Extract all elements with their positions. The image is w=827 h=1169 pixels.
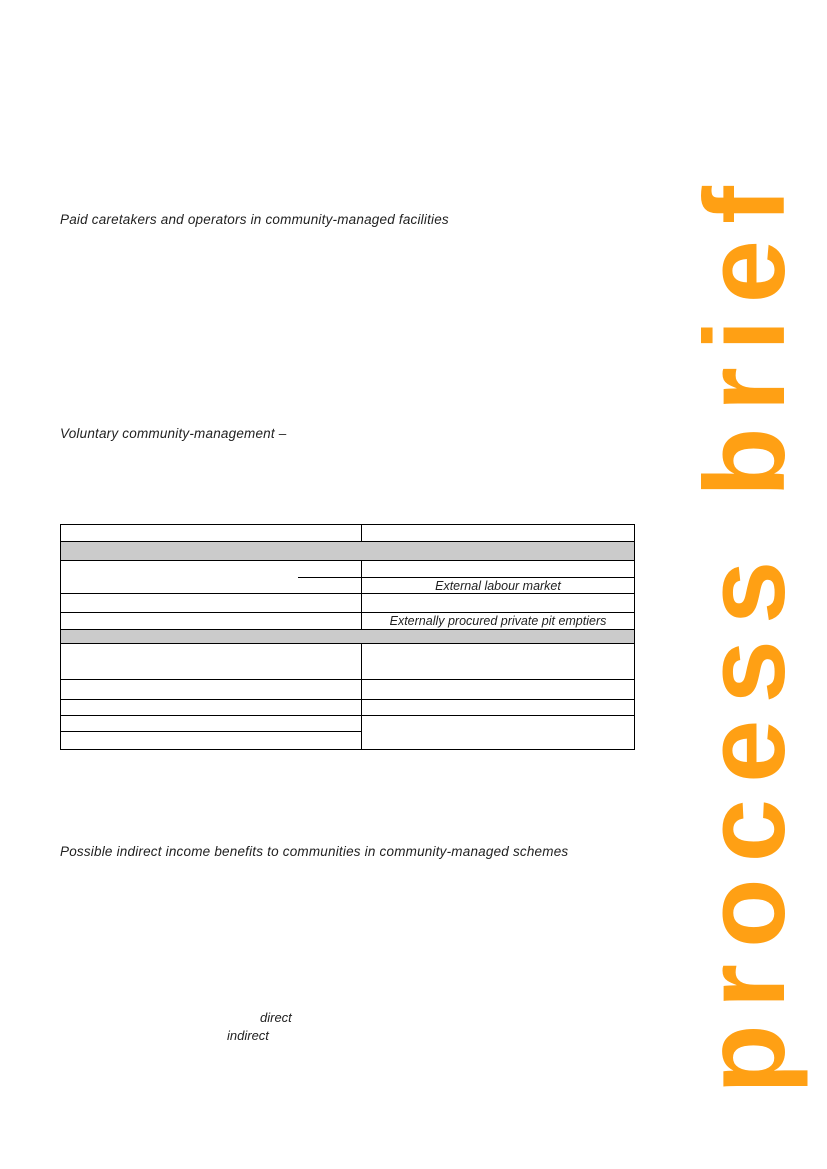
process-brief-vertical-banner: process brief — [682, 170, 809, 1094]
table-row-divider — [61, 541, 634, 542]
heading-voluntary-community-management: Voluntary community-management – — [60, 426, 287, 441]
table-row-divider — [61, 679, 634, 680]
table-row-divider — [61, 593, 634, 594]
fragment-direct: direct — [260, 1010, 292, 1025]
table-column-divider — [361, 525, 362, 541]
table-row-divider — [61, 629, 634, 630]
table-cell-externally-procured-pit-emptiers: Externally procured private pit emptiers — [389, 614, 607, 628]
table-row-divider — [61, 715, 634, 716]
table-row-divider — [61, 560, 634, 561]
heading-possible-indirect-benefits: Possible indirect income benefits to communities in community-managed schemes — [60, 844, 569, 859]
labour-options-table — [60, 524, 635, 750]
heading-paid-caretakers: Paid caretakers and operators in community-managed facilities — [60, 212, 449, 227]
table-column-divider — [361, 643, 362, 749]
table-gray-band-middle — [61, 629, 634, 644]
table-row-divider — [61, 699, 634, 700]
fragment-indirect: indirect — [227, 1028, 269, 1043]
table-cell-external-labour-market: External labour market — [435, 578, 561, 593]
table-row-divider — [61, 731, 361, 732]
table-gray-band-top — [61, 541, 634, 561]
table-row-divider — [61, 643, 634, 644]
